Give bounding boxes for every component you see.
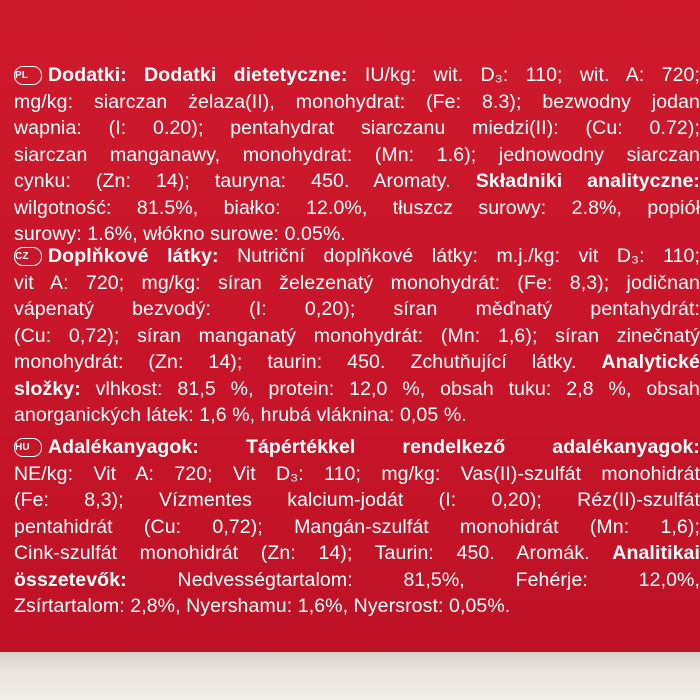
bold-text: Składniki analityczne: — [475, 170, 700, 192]
body-text: Zsírtartalom: 2,8%, Nyershamu: 1,6%, Nyersrost: 0,05%. — [14, 595, 511, 617]
body-text: (Cu: 0,72); síran manganatý monohydrát: (Mn: 1,6); síran zinečnatý — [14, 324, 700, 347]
language-badge: PL — [14, 66, 42, 85]
text-line — [14, 195, 700, 222]
text-line — [14, 296, 700, 323]
body-text: vápenatý bezvodý: (I: 0,20); síran měďnatý pentahydrát: — [14, 298, 700, 320]
text-line — [14, 323, 700, 350]
body-text: surowy: 1.6%, włókno surowe: 0.05%. — [14, 223, 346, 245]
body-text: IU/kg: wit. D₃: 110; wit. A: 720; — [347, 64, 700, 86]
package-edge — [0, 652, 700, 700]
body-text: Nedvességtartalom: 81,5%, Fehérje: 12,0%, — [126, 568, 700, 591]
text-line — [14, 349, 700, 376]
body-text: monohydrát: (Zn: 14); taurin: 450. Zchutňující látky. — [14, 351, 602, 373]
text-line — [14, 434, 700, 461]
body-text: (Fe: 8,3); Vízmentes kalcium-jodát (I: 0,20); Réz(II)-szulfát — [14, 489, 700, 511]
bold-text: Tápértékkel rendelkező adalékanyagok: — [198, 436, 700, 458]
body-text: anorganických látek: 1,6 %, hrubá vláknina: 0,05 %. — [14, 404, 467, 426]
language-badge: HU — [14, 438, 42, 457]
body-text: vit A: 720; mg/kg: síran železenatý monohydrát: (Fe: 8,3); jodičnan — [14, 271, 700, 294]
text-line — [14, 142, 700, 169]
body-text: wapnia: (I: 0.20); pentahydrat siarczanu miedzi(II): (Cu: 0.72); — [14, 117, 700, 139]
bold-text: Dodatki dietetyczne: — [144, 64, 348, 86]
section-body — [14, 62, 700, 248]
body-text: NE/kg: Vit A: 720; Vit D₃: 110; mg/kg: Vas(II)-szulfát monohidrát — [14, 462, 700, 485]
text-line — [14, 89, 700, 116]
text-line — [14, 514, 700, 541]
section-pl — [14, 62, 700, 248]
text-line — [14, 168, 700, 195]
section-heading: Dodatki: — [48, 64, 127, 86]
text-line — [14, 62, 700, 89]
text-line — [14, 243, 700, 270]
body-text — [127, 64, 144, 86]
text-line — [14, 402, 700, 429]
body-text: vlhkost: 81,5 %, protein: 12,0 %, obsah tuku: 2,8 %, obsah — [80, 377, 700, 400]
section-body — [14, 434, 700, 620]
text-line — [14, 540, 700, 567]
text-line — [14, 270, 700, 297]
bold-text: složky: — [14, 377, 81, 400]
body-text: siarczan manganawy, monohydrat: (Mn: 1.6); jednowodny siarczan — [14, 143, 700, 166]
section-heading: Adalékanyagok: — [48, 436, 199, 458]
section-hu — [14, 434, 700, 620]
section-body — [14, 243, 700, 429]
text-line — [14, 376, 700, 403]
text-line — [14, 461, 700, 488]
body-text: pentahidrát (Cu: 0,72); Mangán-szulfát monohidrát (Mn: 1,6); — [14, 515, 700, 538]
body-text: cynku: (Zn: 14); tauryna: 450. Aromaty. — [14, 170, 476, 192]
bold-text: Analitikai — [612, 542, 700, 564]
body-text: Nutriční doplňkové látky: m.j./kg: vit D₃: 110; — [218, 245, 700, 267]
section-heading: Doplňkové látky: — [48, 245, 219, 267]
body-text: Cink-szulfát monohidrát (Zn: 14); Taurin: 450. Aromák. — [14, 542, 613, 564]
section-cz — [14, 243, 700, 429]
text-line — [14, 567, 700, 594]
text-line — [14, 115, 700, 142]
bold-text: Analytické — [601, 351, 700, 373]
text-line — [14, 593, 700, 620]
text-line — [14, 487, 700, 514]
language-badge: CZ — [14, 247, 42, 266]
body-text: wilgotność: 81.5%, białko: 12.0%, tłuszcz surowy: 2.8%, popiół — [14, 196, 700, 219]
bold-text: összetevők: — [14, 568, 127, 591]
body-text: mg/kg: siarczan żelaza(II), monohydrat: (Fe: 8.3); bezwodny jodan — [14, 90, 700, 113]
